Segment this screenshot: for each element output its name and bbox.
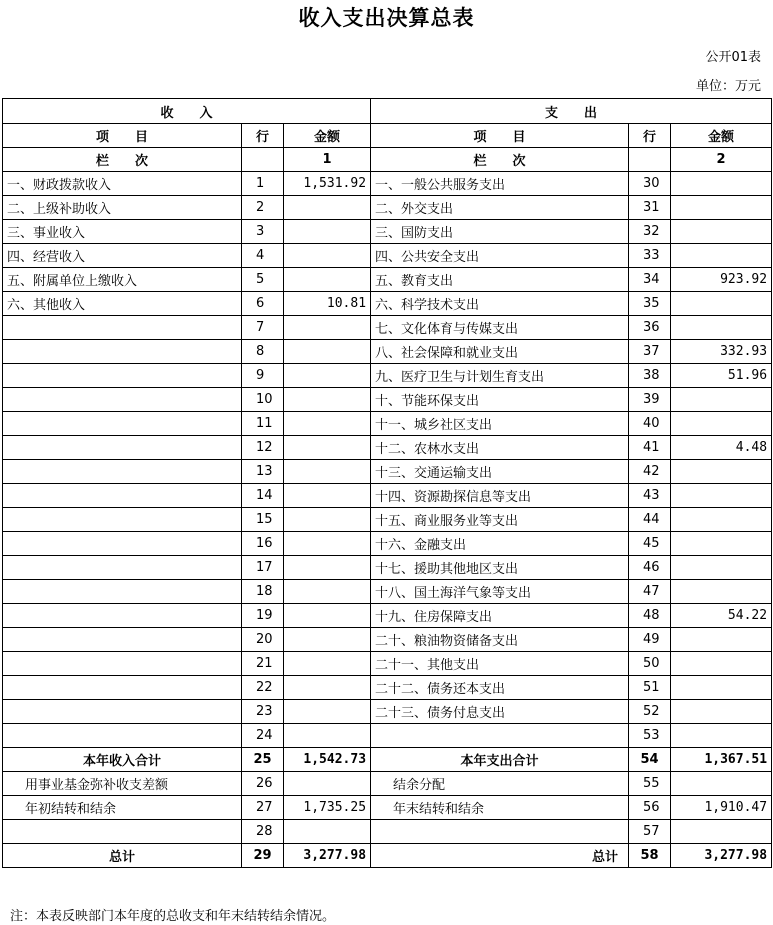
expense-amount <box>671 508 772 532</box>
income-amount-header: 金额 <box>284 124 371 148</box>
expense-amount <box>671 388 772 412</box>
expense-item: 十七、援助其他地区支出 <box>371 556 629 580</box>
year-income-total-line: 25 <box>242 748 284 772</box>
table-row <box>3 220 772 244</box>
income-item: 五、附属单位上缴收入 <box>3 268 242 292</box>
income-line: 20 <box>242 628 284 652</box>
expense-amount <box>671 316 772 340</box>
fund-offset-label: 用事业基金弥补收支差额 <box>3 772 242 796</box>
income-item <box>3 436 242 460</box>
income-item <box>3 700 242 724</box>
column-header-row <box>3 124 772 148</box>
income-item <box>3 388 242 412</box>
expense-amount: 54.22 <box>671 604 772 628</box>
expense-item: 十三、交通运输支出 <box>371 460 629 484</box>
page-title: 收入支出决算总表 <box>298 6 475 30</box>
expense-line: 34 <box>629 268 671 292</box>
table-row <box>3 292 772 316</box>
expense-amount <box>671 676 772 700</box>
table-row <box>3 460 772 484</box>
expense-item <box>371 724 629 748</box>
balance-row <box>3 796 772 820</box>
end-balance-line: 56 <box>629 796 671 820</box>
expense-amount <box>671 628 772 652</box>
end-balance-amount: 1,910.47 <box>671 796 772 820</box>
table-row <box>3 532 772 556</box>
expense-column-line-blank <box>629 148 671 172</box>
expense-amount <box>671 532 772 556</box>
income-line: 9 <box>242 364 284 388</box>
table-row <box>3 412 772 436</box>
expense-amount <box>671 652 772 676</box>
expense-item: 十六、金融支出 <box>371 532 629 556</box>
income-amount <box>284 724 371 748</box>
expense-amount <box>671 460 772 484</box>
expense-line: 46 <box>629 556 671 580</box>
expense-column-number: 2 <box>671 148 772 172</box>
income-amount <box>284 700 371 724</box>
income-item: 六、其他收入 <box>3 292 242 316</box>
expense-line: 48 <box>629 604 671 628</box>
blank-income-item <box>3 820 242 844</box>
income-amount <box>284 316 371 340</box>
expense-line: 51 <box>629 676 671 700</box>
income-item <box>3 412 242 436</box>
income-amount <box>284 652 371 676</box>
expense-line: 43 <box>629 484 671 508</box>
begin-balance-label: 年初结转和结余 <box>3 796 242 820</box>
income-column-label: 栏 次 <box>3 148 242 172</box>
expense-line: 42 <box>629 460 671 484</box>
surplus-distribution-line: 55 <box>629 772 671 796</box>
expense-line: 36 <box>629 316 671 340</box>
table-row <box>3 628 772 652</box>
income-line: 4 <box>242 244 284 268</box>
expense-section-header: 支 出 <box>371 99 772 124</box>
expense-item: 二十三、债务付息支出 <box>371 700 629 724</box>
expense-line: 50 <box>629 652 671 676</box>
table-row <box>3 676 772 700</box>
expense-line: 53 <box>629 724 671 748</box>
surplus-distribution-label: 结余分配 <box>371 772 629 796</box>
income-amount: 10.81 <box>284 292 371 316</box>
expense-item: 三、国防支出 <box>371 220 629 244</box>
footnote: 注：本表反映部门本年度的总收支和年末结转结余情况。 <box>10 909 336 924</box>
expense-line: 44 <box>629 508 671 532</box>
expense-item: 八、社会保障和就业支出 <box>371 340 629 364</box>
income-amount <box>284 580 371 604</box>
income-line: 17 <box>242 556 284 580</box>
income-line: 21 <box>242 652 284 676</box>
income-line: 2 <box>242 196 284 220</box>
income-amount <box>284 244 371 268</box>
income-item <box>3 340 242 364</box>
table-row <box>3 436 772 460</box>
year-income-total-label: 本年收入合计 <box>3 748 242 772</box>
table-row <box>3 652 772 676</box>
section-header-row <box>3 99 772 124</box>
income-line: 7 <box>242 316 284 340</box>
income-item <box>3 724 242 748</box>
income-item <box>3 628 242 652</box>
year-expense-total-label: 本年支出合计 <box>371 748 629 772</box>
form-number: 公开01表 <box>705 50 761 65</box>
income-amount <box>284 364 371 388</box>
income-line: 5 <box>242 268 284 292</box>
income-item: 一、财政拨款收入 <box>3 172 242 196</box>
table-row <box>3 484 772 508</box>
year-income-total-amount: 1,542.73 <box>284 748 371 772</box>
income-item <box>3 652 242 676</box>
blank-income-amount <box>284 820 371 844</box>
income-amount <box>284 268 371 292</box>
grand-expense-total-line: 58 <box>629 844 671 868</box>
expense-line: 32 <box>629 220 671 244</box>
blank-expense-amount <box>671 820 772 844</box>
table-row <box>3 244 772 268</box>
income-line: 8 <box>242 340 284 364</box>
table-row <box>3 172 772 196</box>
income-item <box>3 676 242 700</box>
income-line: 19 <box>242 604 284 628</box>
income-line: 14 <box>242 484 284 508</box>
income-item <box>3 364 242 388</box>
income-item-header: 项 目 <box>3 124 242 148</box>
income-amount <box>284 604 371 628</box>
expense-item: 十八、国土海洋气象等支出 <box>371 580 629 604</box>
expense-amount: 923.92 <box>671 268 772 292</box>
expense-line: 30 <box>629 172 671 196</box>
expense-item: 六、科学技术支出 <box>371 292 629 316</box>
expense-item: 十二、农林水支出 <box>371 436 629 460</box>
table-row <box>3 508 772 532</box>
expense-line: 37 <box>629 340 671 364</box>
income-line: 22 <box>242 676 284 700</box>
expense-line-header: 行 <box>629 124 671 148</box>
income-amount <box>284 508 371 532</box>
income-column-number: 1 <box>284 148 371 172</box>
income-line: 6 <box>242 292 284 316</box>
expense-amount <box>671 724 772 748</box>
expense-item-header: 项 目 <box>371 124 629 148</box>
income-amount <box>284 436 371 460</box>
year-total-row <box>3 748 772 772</box>
table-row <box>3 340 772 364</box>
begin-balance-amount: 1,735.25 <box>284 796 371 820</box>
expense-item: 十四、资源勘探信息等支出 <box>371 484 629 508</box>
income-section-header: 收 入 <box>3 99 371 124</box>
grand-income-total-amount: 3,277.98 <box>284 844 371 868</box>
grand-total-row <box>3 844 772 868</box>
expense-column-label: 栏 次 <box>371 148 629 172</box>
expense-amount <box>671 172 772 196</box>
column-number-row <box>3 148 772 172</box>
income-item: 三、事业收入 <box>3 220 242 244</box>
table-row <box>3 388 772 412</box>
table-row <box>3 556 772 580</box>
grand-expense-total-amount: 3,277.98 <box>671 844 772 868</box>
income-item <box>3 484 242 508</box>
table-row <box>3 580 772 604</box>
expense-line: 33 <box>629 244 671 268</box>
expense-amount: 4.48 <box>671 436 772 460</box>
expense-item: 二、外交支出 <box>371 196 629 220</box>
table-row <box>3 196 772 220</box>
blank-expense-line: 57 <box>629 820 671 844</box>
income-item <box>3 316 242 340</box>
expense-item: 十九、住房保障支出 <box>371 604 629 628</box>
income-line: 16 <box>242 532 284 556</box>
expense-line: 45 <box>629 532 671 556</box>
expense-item: 一、一般公共服务支出 <box>371 172 629 196</box>
income-item: 二、上级补助收入 <box>3 196 242 220</box>
grand-expense-total-label: 总计 <box>371 844 629 868</box>
income-amount <box>284 460 371 484</box>
expense-item: 十、节能环保支出 <box>371 388 629 412</box>
expense-amount <box>671 220 772 244</box>
income-item <box>3 460 242 484</box>
unit-label: 单位：万元 <box>695 79 761 94</box>
expense-amount <box>671 700 772 724</box>
income-line: 13 <box>242 460 284 484</box>
year-expense-total-amount: 1,367.51 <box>671 748 772 772</box>
expense-amount <box>671 580 772 604</box>
income-line: 23 <box>242 700 284 724</box>
expense-line: 38 <box>629 364 671 388</box>
fund-offset-row <box>3 772 772 796</box>
income-amount <box>284 196 371 220</box>
expense-line: 47 <box>629 580 671 604</box>
expense-item: 五、教育支出 <box>371 268 629 292</box>
expense-line: 52 <box>629 700 671 724</box>
begin-balance-line: 27 <box>242 796 284 820</box>
expense-item: 十一、城乡社区支出 <box>371 412 629 436</box>
expense-item: 九、医疗卫生与计划生育支出 <box>371 364 629 388</box>
income-item <box>3 532 242 556</box>
income-line: 24 <box>242 724 284 748</box>
expense-amount <box>671 244 772 268</box>
table-row <box>3 724 772 748</box>
expense-amount <box>671 196 772 220</box>
income-expense-table <box>2 98 772 868</box>
end-balance-label: 年末结转和结余 <box>371 796 629 820</box>
blank-row <box>3 820 772 844</box>
expense-item: 二十一、其他支出 <box>371 652 629 676</box>
expense-amount <box>671 556 772 580</box>
income-item <box>3 556 242 580</box>
income-amount <box>284 484 371 508</box>
income-line: 3 <box>242 220 284 244</box>
expense-amount <box>671 412 772 436</box>
grand-income-total-label: 总计 <box>3 844 242 868</box>
income-item <box>3 604 242 628</box>
income-amount <box>284 388 371 412</box>
expense-amount: 51.96 <box>671 364 772 388</box>
expense-line: 40 <box>629 412 671 436</box>
income-amount: 1,531.92 <box>284 172 371 196</box>
expense-amount <box>671 292 772 316</box>
expense-item: 十五、商业服务业等支出 <box>371 508 629 532</box>
expense-item: 二十二、债务还本支出 <box>371 676 629 700</box>
income-line: 10 <box>242 388 284 412</box>
expense-line: 31 <box>629 196 671 220</box>
income-amount <box>284 556 371 580</box>
expense-item: 四、公共安全支出 <box>371 244 629 268</box>
table-row <box>3 700 772 724</box>
income-amount <box>284 340 371 364</box>
income-amount <box>284 532 371 556</box>
expense-amount-header: 金额 <box>671 124 772 148</box>
blank-expense-item <box>371 820 629 844</box>
income-line: 18 <box>242 580 284 604</box>
income-line: 11 <box>242 412 284 436</box>
grand-income-total-line: 29 <box>242 844 284 868</box>
income-amount <box>284 220 371 244</box>
income-item <box>3 580 242 604</box>
income-item <box>3 508 242 532</box>
income-line: 1 <box>242 172 284 196</box>
expense-line: 39 <box>629 388 671 412</box>
income-line-header: 行 <box>242 124 284 148</box>
year-expense-total-line: 54 <box>629 748 671 772</box>
income-amount <box>284 628 371 652</box>
table-row <box>3 604 772 628</box>
table-row <box>3 268 772 292</box>
income-amount <box>284 676 371 700</box>
expense-amount <box>671 484 772 508</box>
table-row <box>3 316 772 340</box>
income-line: 15 <box>242 508 284 532</box>
income-item: 四、经营收入 <box>3 244 242 268</box>
fund-offset-amount <box>284 772 371 796</box>
expense-amount: 332.93 <box>671 340 772 364</box>
expense-item: 二十、粮油物资储备支出 <box>371 628 629 652</box>
fund-offset-line: 26 <box>242 772 284 796</box>
income-amount <box>284 412 371 436</box>
table-row <box>3 364 772 388</box>
expense-line: 35 <box>629 292 671 316</box>
income-column-line-blank <box>242 148 284 172</box>
surplus-distribution-amount <box>671 772 772 796</box>
expense-item: 七、文化体育与传媒支出 <box>371 316 629 340</box>
blank-income-line: 28 <box>242 820 284 844</box>
expense-line: 49 <box>629 628 671 652</box>
income-line: 12 <box>242 436 284 460</box>
expense-line: 41 <box>629 436 671 460</box>
